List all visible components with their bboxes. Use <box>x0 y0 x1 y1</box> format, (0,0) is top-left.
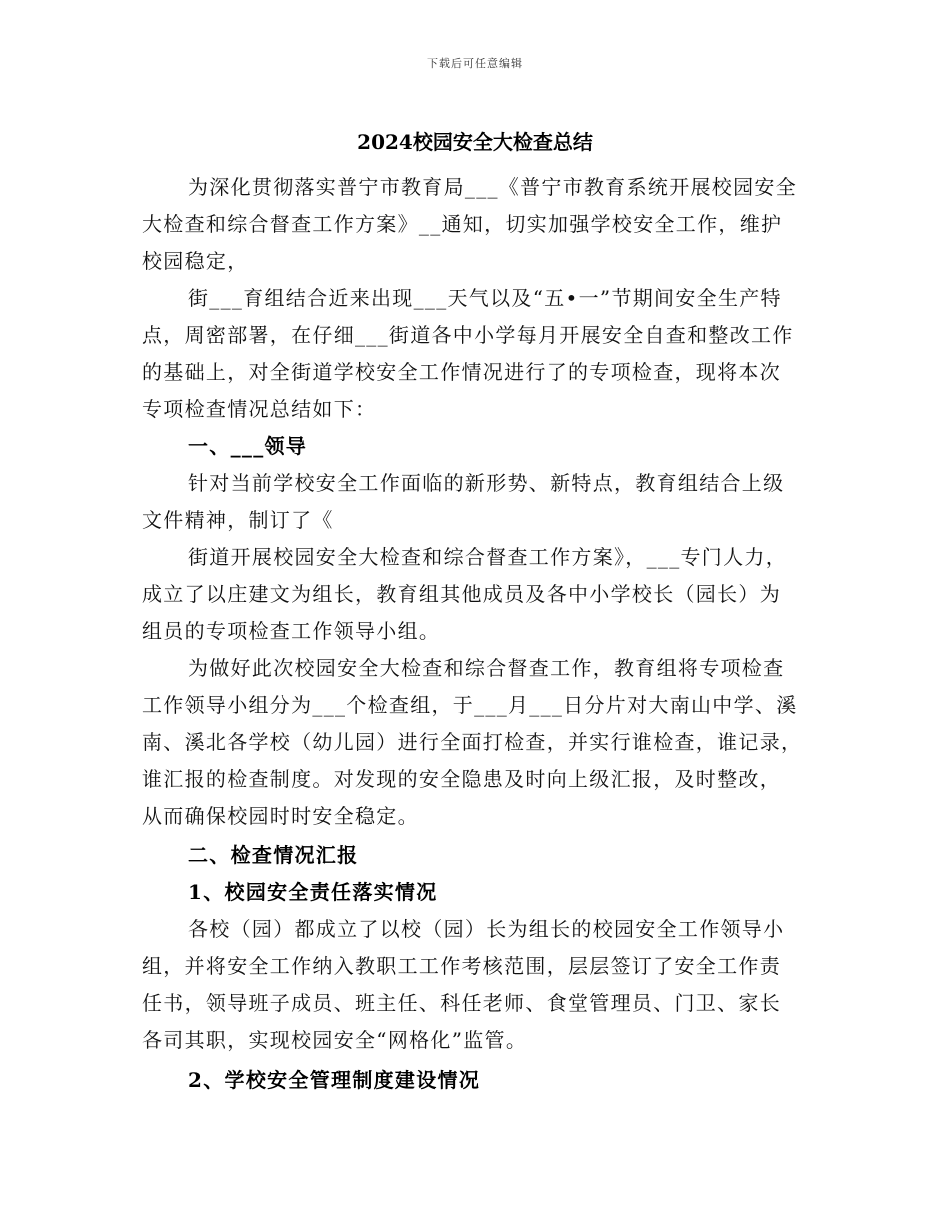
paragraph-line: 各校（园）都成立了以校（园）长为组长的校园安全工作领导小 <box>188 917 785 941</box>
paragraph-line: 各司其职，实现校园安全“网格化”监管。 <box>142 1028 528 1052</box>
paragraph-line: 专项检查情况总结如下： <box>142 397 377 421</box>
subsection-heading: 1、校园安全责任落实情况 <box>188 880 438 904</box>
section-heading: 二、检查情况汇报 <box>188 843 359 867</box>
paragraph-line: 从而确保校园时时安全稳定。 <box>142 804 419 828</box>
paragraph-line: 为做好此次校园安全大检查和综合督查工作，教育组将专项检查 <box>188 656 785 680</box>
paragraph-line: 文件精神，制订了《 <box>142 508 334 532</box>
paragraph-line: 街___育组结合近来出现___天气以及“五•一”节期间安全生产特 <box>188 286 782 310</box>
paragraph-line: 组员的专项检查工作领导小组。 <box>142 619 441 643</box>
paragraph-line: 大检查和综合督查工作方案》__通知，切实加强学校安全工作，维护 <box>142 212 783 236</box>
paragraph-line: 的基础上，对全街道学校安全工作情况进行了的专项检查，现将本次 <box>142 360 781 384</box>
paragraph-line: 点，周密部署，在仔细___街道各中小学每月开展安全自查和整改工作 <box>142 323 794 347</box>
document-title: 2024校园安全大检查总结 <box>357 130 593 154</box>
paragraph-line: 任书，领导班子成员、班主任、科任老师、食堂管理员、门卫、家长 <box>142 991 781 1015</box>
paragraph-line: 南、溪北各学校（幼儿园）进行全面打检查，并实行谁检查，谁记录， <box>142 730 803 754</box>
paragraph-line: 校园稳定， <box>142 249 249 273</box>
paragraph-line: 组，并将安全工作纳入教职工工作考核范围，层层签订了安全工作责 <box>142 954 781 978</box>
header-note: 下载后可任意编辑 <box>427 57 523 70</box>
paragraph-line: 成立了以庄建文为组长，教育组其他成员及各中小学校长（园长）为 <box>142 582 781 606</box>
paragraph-line: 为深化贯彻落实普宁市教育局___《普宁市教育系统开展校园安全 <box>188 175 797 199</box>
paragraph-line: 针对当前学校安全工作面临的新形势、新特点，教育组结合上级 <box>188 471 785 495</box>
paragraph-line: 工作领导小组分为___个检查组，于___月___日分片对大南山中学、溪 <box>142 693 798 717</box>
paragraph-line: 谁汇报的检查制度。对发现的安全隐患及时向上级汇报，及时整改， <box>142 767 781 791</box>
subsection-heading: 2、学校安全管理制度建设情况 <box>188 1068 481 1092</box>
section-heading: 一、___领导 <box>188 434 308 458</box>
paragraph-line: 街道开展校园安全大检查和综合督查工作方案》，___专门人力， <box>188 545 787 569</box>
